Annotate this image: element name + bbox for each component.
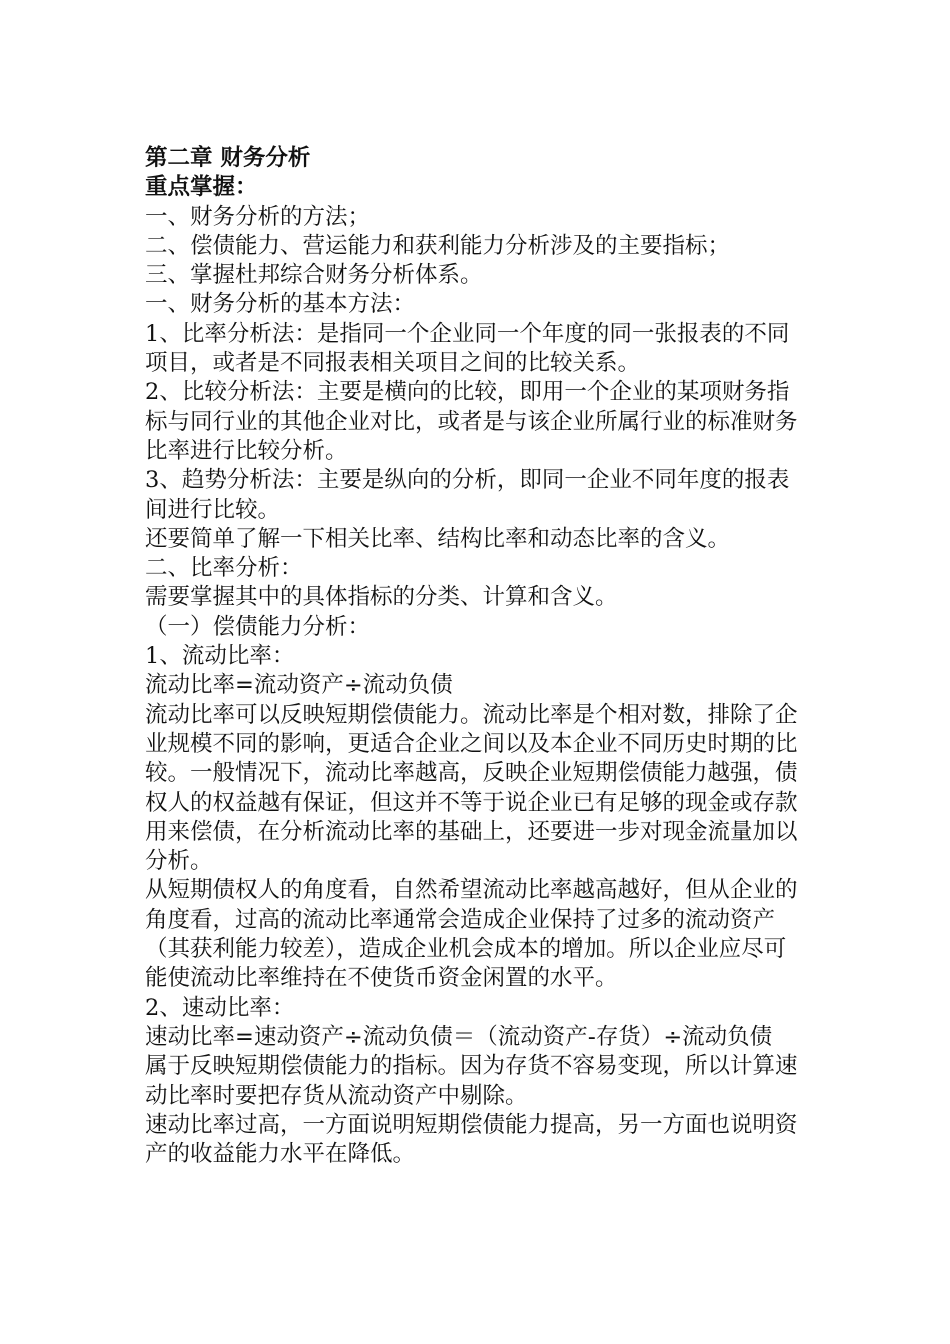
formula-line: 速动比率=速动资产÷流动负债＝（流动资产-存货）÷流动负债 [145, 1023, 773, 1050]
section-heading: 二、比率分析： [145, 555, 303, 582]
item-heading: 2、速动比率： [145, 994, 295, 1021]
body-paragraph: 流动比率可以反映短期偿债能力。流动比率是个相对数，排除了企业规模不同的影响，更适合企业之间以及本企业不同历史时期的比较。一般情况下，流动比率越高，反映企业短期偿债能力越强，债权人的权益越有保证，但这并不等于说企业已有足够的现金或存款用来偿债，在分析流动比率的基础上，还要进一步对现金流量加以分析。 [145, 701, 798, 875]
method-paragraph: 2、比较分析法：主要是横向的比较，即用一个企业的某项财务指标与同行业的其他企业对比，或者是与该企业所属行业的标准财务比率进行比较分析。 [145, 379, 798, 464]
key-point-item: 二、偿债能力、营运能力和获利能力分析涉及的主要指标； [145, 232, 731, 259]
body-paragraph: 速动比率过高，一方面说明短期偿债能力提高，另一方面也说明资产的收益能力水平在降低。 [145, 1111, 798, 1168]
section-note: 需要掌握其中的具体指标的分类、计算和含义。 [145, 584, 618, 611]
method-paragraph: 1、比率分析法：是指同一个企业同一个年度的同一张报表的不同项目，或者是不同报表相关项目之间的比较关系。 [145, 320, 790, 377]
formula-line: 流动比率=流动资产÷流动负债 [145, 672, 453, 699]
subsection-heading: （一）偿债能力分析： [145, 613, 371, 640]
method-paragraph: 3、趋势分析法：主要是纵向的分析，即同一企业不同年度的报表间进行比较。 [145, 467, 790, 523]
key-points-label: 重点掌握： [145, 174, 258, 201]
chapter-title: 第二章 财务分析 [145, 145, 311, 171]
key-point-item: 一、财务分析的方法； [145, 203, 371, 230]
body-paragraph: 属于反映短期偿债能力的指标。因为存货不容易变现，所以计算速动比率时要把存货从流动资产中剔除。 [145, 1053, 798, 1109]
key-point-item: 三、掌握杜邦综合财务分析体系。 [145, 262, 483, 289]
body-paragraph: 从短期债权人的角度看，自然希望流动比率越高越好，但从企业的角度看，过高的流动比率通常会造成企业保持了过多的流动资产（其获利能力较差），造成企业机会成本的增加。所以企业应尽可能使流动比率维持在不使货币资金闲置的水平。 [145, 877, 798, 992]
document-body [145, 144, 805, 1169]
ratio-note: 还要简单了解一下相关比率、结构比率和动态比率的含义。 [145, 525, 731, 552]
section-heading: 一、财务分析的基本方法： [145, 291, 416, 318]
item-heading: 1、流动比率： [145, 643, 295, 670]
